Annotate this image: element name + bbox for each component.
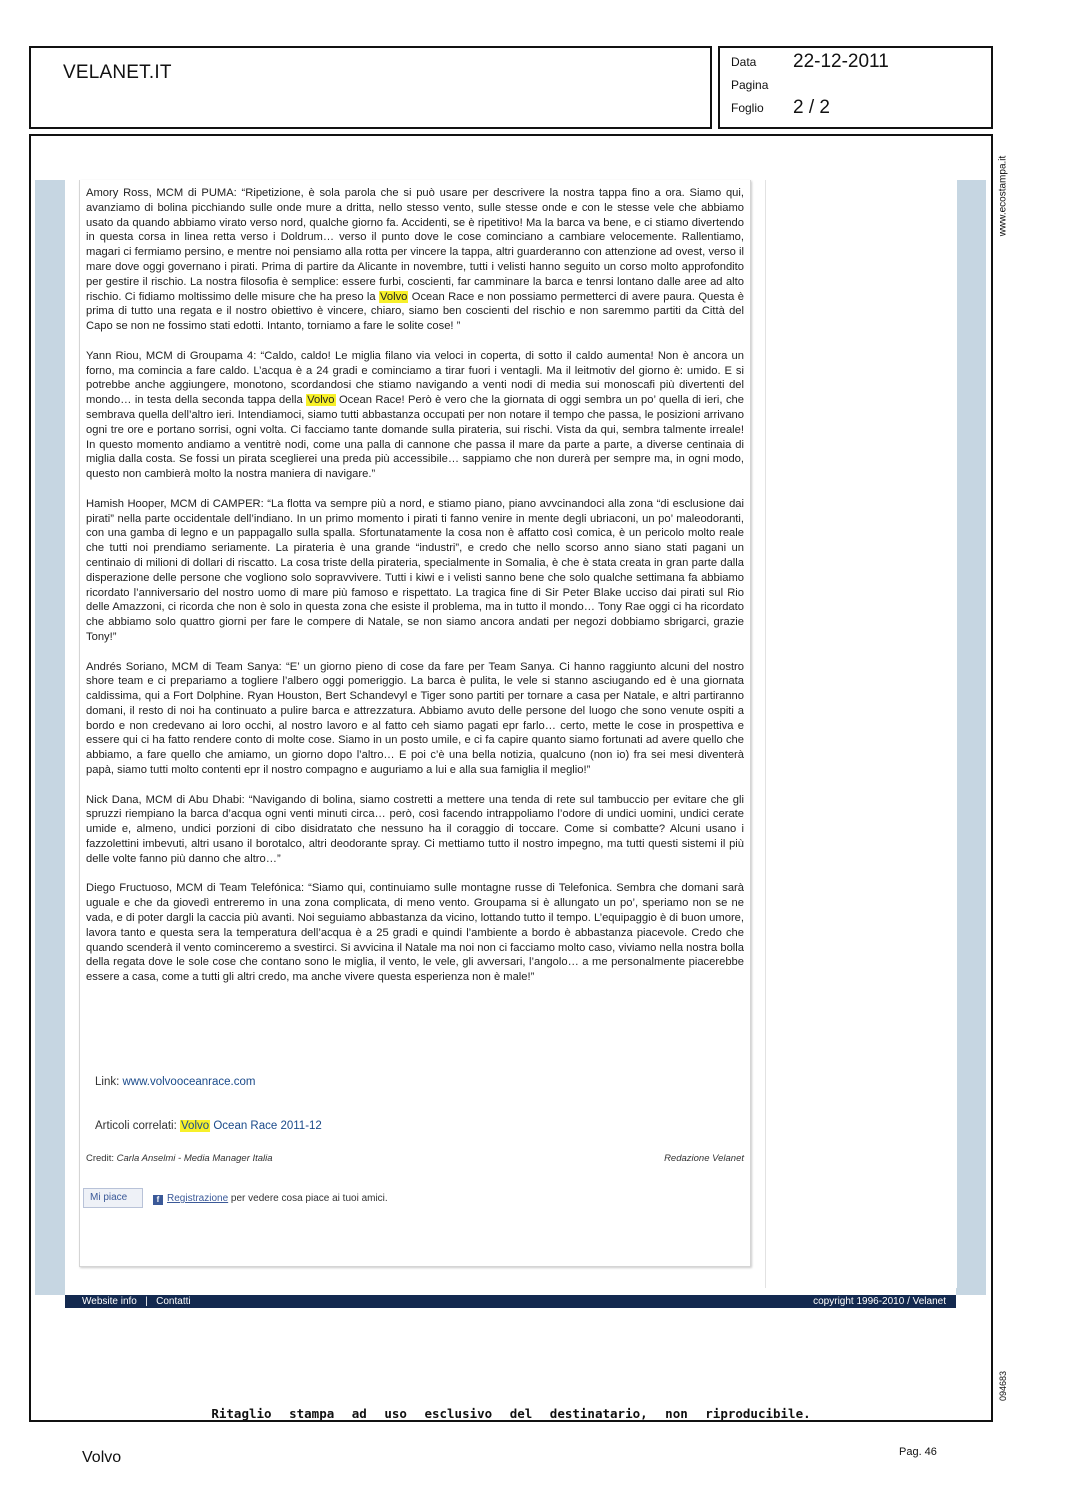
facebook-login-prompt: f Registrazione per vedere cosa piace ai tuoi amici. (153, 1193, 388, 1205)
like-label: Mi piace (90, 1192, 128, 1203)
right-column (765, 180, 957, 1288)
data-value: 22-12-2011 (793, 51, 889, 72)
contatti-link[interactable]: Contatti (156, 1296, 191, 1307)
paragraph-andres-soriano: Andrés Soriano, MCM di Team Sanya: “E’ un giorno pieno di cose da fare per Team Sanya. Ci hanno raggiunto alcuni del nostro shore team e ci prepariamo a togliere l’albero oggi pomeriggio. La barca è pulita, le vele si stanno asciugando ed è una giornata caldissima, qui a Fort Dolphine. Ryan Houston, Bert Schandevyl e Tiger sono partiti per tornare a casa per Natale, e altri partiranno domani, il resto di noi ha continuato a pulire barca e attrezzatura. Abbiamo avuto delle persone del luogo che sono venute ospiti a bordo e non credevano ai loro occhi, al nostro lavoro e al fatto ceh siamo pagati epr farlo… certo, mette le cose in prospettiva e essere qui ci ha fatto rendere conto di molte cose. Siamo in un posto umile, e ci fa capire quanto siamo fortunati ad avere quello che abbiamo, a fare quello che amiamo, un giorno dopo l’altro… E poi c’è una bella notizia, qualcuno (non io) fra sei mesi diventerà papà, siamo tutti molto contenti epr il nostro compagno e auguriamo a lui e alla sua famiglia il meglio!” (86, 660, 744, 777)
header-source-box (29, 46, 712, 129)
header-meta-box (718, 46, 993, 129)
paragraph-diego-fructuoso: Diego Fructuoso, MCM di Team Telefónica: “Siamo qui, continuiamo sulle montagne russe di Telefonica. Sembra che domani sarà uguale e che da giovedì entreremo in una zona complicata, di meno vento. Groupama si è allungato un po’, speriamo non se ne vada, e di poter dargli la caccia più avanti. Noi seguiamo abbastanza da vicino, lottando tutto il tempo. L’equipaggio è di buon umore, lavora tanto e questa sera la temperatura dell’acqua è a 25 gradi e quindi l’ambiente a bordo è abbastanza piacevole. Credo che quando scenderà il vento cominceremo a svestirci. Si avvicina il Natale ma noi non ci facciamo molto caso, viviamo nella nostra bolla della regata dove le sole cose che contano sono le miglia, il vento, le vele, gli avversari, l’angolo… a me personalmente piacerebbe essere a casa, come a tutti gli altri credo, ma anche vivere questa esperienza non è male!” (86, 882, 744, 984)
paragraph-yann-riou: Yann Riou, MCM di Groupama 4: “Caldo, caldo! Le miglia filano via veloci in coperta, di sotto il caldo aumenta! Non è ancora un forno, ma comincia a fare caldo. L’acqua è a 24 gradi e cominciamo a tirar fuori i ventagli. Ma il leitmotiv del giorno è: umido. E si potrebbe anche aggiungere, monotono, scordandosi che stiamo navigando a venti nodi di media sui monoscafi più divertenti del mondo… in testa della seconda tappa della Volvo Ocean Race! Però è vero che la giornata di oggi sembra un po’ quella di ieri, che sembrava quella dell’altro ieri. Intendiamoci, siamo tutti abbastanza occupati per non notare il tempo che passa, le posizioni arrivano ogni tre ore e portano sorrisi, ogni volta. Ci facciamo tante domande sulla pirateria, sui rischi. Vista da qui, sembra talmente irreale! In questo momento andiamo a ventitrè nodi, come una palla di cannone che passa il mare da parte a parte, a diverse centinaia di miglia dalla costa. Se fossi un pirata sceglierei una preda più accessibile… sappiamo che non durerà per sempre ma, in ogni modo, questo non cambierà molto la nostra maniera di navigare.” (86, 349, 744, 481)
clipping-keyword: Volvo (82, 1449, 122, 1466)
page-background-right (956, 180, 986, 1295)
article-body (86, 186, 744, 1000)
credit-editor: Redazione Velanet (664, 1153, 744, 1164)
website-info-link[interactable]: Website info (82, 1296, 137, 1307)
side-url: www.ecostampa.it (997, 155, 1009, 237)
paragraph-hamish-hooper: Hamish Hooper, MCM di CAMPER: “La flotta va sempre più a nord, e stiamo piano, piano avvcinandoci alla zona “di esclusione dai pirati” nella parte occidentale dell’indiano. In un primo momento i pirati ti fanno venire in mente degli ubriaconi, un po’ maleodoranti, con una gamba di legno e un pappagallo sulla spalla. Sfortunatamente la cosa non è affatto così comica, è un pericolo molto reale che tutti noi prendiamo seriamente. La pirateria è una grande “industri”, e credo che nello scorso anno siano stati pagani un centinaio di milioni di dollari di riscatto. La cosa triste della pirateria, specialmente in Somalia, è che è stata creata in gran parte dalla disperazione delle persone che vogliono solo sopravvivere. Tutti i kiwi e i velisti sanno bene che solo qualche settimana fa abbiamo ricordato l’anniversario del nostro uomo di mare più famoso e rispettato. La tragica fine di Sir Peter Blake ucciso dai pirati sul Rio delle Amazzoni, ci ricorda che non è solo in questa zona che esiste il problema, ma in tutto il mondo… Tony Rae oggi ci ha ricordato che abbiamo solo quattro giorni per fare le compere di Natale, se non siamo ancora andati per negozi dobbiamo sbrigarci, grazie Tony!” (86, 497, 744, 643)
volvo-ocean-race-link[interactable]: www.volvooceanrace.com (122, 1076, 256, 1088)
site-footer: Website info | Contatti copyright 1996-2010 / Velanet (65, 1295, 956, 1308)
link-row: Link: www.volvooceanrace.com (95, 1076, 256, 1088)
foglio-value: 2 / 2 (793, 97, 830, 118)
highlight-volvo: Volvo (380, 290, 408, 303)
side-code: 094683 (998, 1370, 1008, 1402)
facebook-icon: f (153, 1195, 163, 1205)
foglio-label: Foglio (731, 101, 764, 115)
paragraph-amory-ross: Amory Ross, MCM di PUMA: “Ripetizione, è sola parola che si può usare per descrivere la nostra tappa fino a ora. Siamo qui, avanziamo di bolina picchiando sulle onde mure a dritta, nello stesso vento, sulle stesse onde e con le stesse vele che abbiamo usato da quando abbiamo virato verso nord, qualche giorno fa. Accidenti, se è ripetitivo! Ma la barca va bene, e ci stiamo divertendo in questa corsa in linea retta verso i Doldrum… verso il punto dove le cose cominciano a cambiare velocemente. Rallentiamo, magari ci fermiamo persino, e mentre noi pensiamo alla rotta per vincere la tappa, altri guarderanno con attenzione ad ovest, verso il mare dove oggi governano i pirati. Prima di partire da Alicante in novembre, tutti i velisti hanno seguito un corso molto approfondito per gestire il rischio. La nostra filosofia è semplice: essere furbi, coscienti, far camminare la barca e tenrsi lontano dalle aree ad alto rischio. Ci fidiamo moltissimo delle misure che ha preso la Volvo Ocean Race e non possiamo permetterci di avere paura. Questa è prima di tutto una regata e il nostro obiettivo è vincere, chiaro, siamo ben coscienti del rischio e non saremmo partiti da Città del Capo se non ne fossimo stati edotti. Intanto, torniamo a fare le solite cose! ” (86, 187, 744, 333)
page-number: Pag. 46 (899, 1446, 937, 1458)
copyright: copyright 1996-2010 / Velanet (813, 1296, 946, 1307)
page-background-left (35, 180, 65, 1295)
facebook-register-link[interactable]: Registrazione (167, 1193, 229, 1204)
paragraph-nick-dana: Nick Dana, MCM di Abu Dhabi: “Navigando di bolina, siamo costretti a mettere una tenda di rete sul tambuccio per evitare che gli spruzzi riempiano la barca d’acqua ogni venti minuti circa… però, così facendo intrappoliamo l’odore di undici uomini, undici cerate umide e, almeno, undici porzioni di cibo disidratato che nessuno ha il coraggio di toccare. Come si combatte? Alcuni usano i fazzolettini imbevuti, altri usano il borotalco, altri deodorante spray. Ci mettiamo tutto il nostro impegno, ma tutti questi sistemi il più delle volte fanno più danno che altro…” (86, 793, 744, 865)
reproduction-notice: Ritaglio stampa ad uso esclusivo del destinatario, non riproducibile. (211, 1406, 811, 1421)
related-articles-row: Articoli correlati: Volvo Ocean Race 2011-12 (95, 1120, 322, 1132)
credit-name: Carla Anselmi - Media Manager Italia (116, 1153, 273, 1164)
related-article-link[interactable]: Volvo Ocean Race 2011-12 (181, 1120, 322, 1132)
facebook-like-button[interactable] (83, 1188, 143, 1208)
highlight-volvo: Volvo (307, 394, 335, 407)
web-clipping (35, 180, 986, 1308)
data-label: Data (731, 55, 757, 69)
pagina-label: Pagina (731, 78, 769, 92)
source-name: VELANET.IT (63, 62, 172, 83)
credit-row: Credit: Carla Anselmi - Media Manager Italia Redazione Velanet (86, 1153, 744, 1164)
